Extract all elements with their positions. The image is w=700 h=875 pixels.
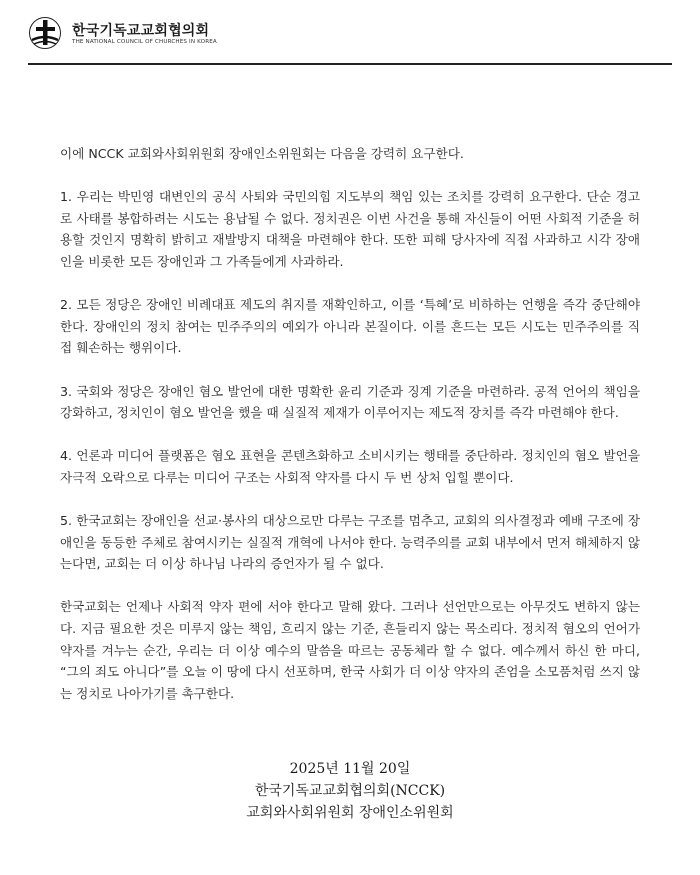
signature-block [0, 758, 700, 824]
demand-2-paragraph: 2. 모든 정당은 장애인 비례대표 제도의 취지를 재확인하고, 이를 ‘특혜’로 비하하는 언행을 즉각 중단해야 한다. 장애인의 정치 참여는 민주주의의 예외가 아니라 본질이다. 이를 흔드는 모든 시도는 민주주의를 직접 훼손하는 행위이다. [60, 297, 640, 356]
demand-4-paragraph: 4. 언론과 미디어 플랫폼은 혐오 표현을 콘텐츠화하고 소비시키는 행태를 중단하라. 정치인의 혐오 발언을 자극적 오락으로 다루는 미디어 구조는 사회적 약자를 다시 두 번 상처 입힐 뿐이다. [60, 448, 640, 485]
header-divider [28, 63, 672, 65]
demand-5-paragraph: 5. 한국교회는 장애인을 선교·봉사의 대상으로만 다루는 구조를 멈추고, 교회의 의사결정과 예배 구조에 장애인을 동등한 주체로 참여시키는 실질적 개혁에 나서야 한다. 능력주의를 교회 내부에서 먼저 해체하지 않는다면, 교회는 더 이상 하나님 나라의 증언자가 될 수 없다. [60, 513, 640, 572]
org-name-english: THE NATIONAL COUNCIL OF CHURCHES IN KOREA [72, 39, 217, 45]
closing-paragraph: 한국교회는 언제나 사회적 약자 편에 서야 한다고 말해 왔다. 그러나 선언만으로는 아무것도 변하지 않는다. 지금 필요한 것은 미루지 않는 책임, 흐리지 않는 기준, 흔들리지 않는 목소리다. 정치적 혐오의 언어가 약자를 겨누는 순간, 우리는 더 이상 예수의 말씀을 따르는 공동체라 할 수 없다. 예수께서 하신 한 마디, “그의 죄도 아니다”를 오늘 이 땅에 다시 선포하며, 한국 사회가 더 이상 약자의 존엄을 소모품처럼 쓰지 않는 정치로 나아가기를 촉구한다. [60, 599, 640, 701]
demand-3-paragraph: 3. 국회와 정당은 장애인 혐오 발언에 대한 명확한 윤리 기준과 징계 기준을 마련하라. 공적 언어의 책임을 강화하고, 정치인이 혐오 발언을 했을 때 실질적 제재가 이루어지는 제도적 장치를 즉각 마련해야 한다. [60, 383, 640, 421]
demand-1-paragraph: 1. 우리는 박민영 대변인의 공식 사퇴와 국민의힘 지도부의 책임 있는 조치를 강력히 요구한다. 단순 경고로 사태를 봉합하려는 시도는 용납될 수 없다. 정치권은 이번 사건을 통해 자신들이 어떤 사회적 기준을 허용할 것인지 명확히 밝히고 재발방지 대책을 마련해야 한다. 또한 피해 당사자에 직접 사과하고 시각 장애인을 비롯한 모든 장애인과 그 가족들에게 사과하라. [60, 189, 640, 269]
org-name-korean: 한국기독교교회협의회 [72, 23, 210, 39]
letterhead [28, 16, 588, 52]
ncck-cross-logo-icon [28, 16, 62, 50]
statement-body [60, 143, 640, 726]
intro-paragraph: 이에 NCCK 교회와사회위원회 장애인소위원회는 다음을 강력히 요구한다. [60, 146, 464, 161]
signature-committee: 교회와사회위원회 장애인소위원회 [246, 805, 454, 821]
signature-organization: 한국기독교교회협의회(NCCK) [254, 783, 446, 799]
signature-date: 2025년 11월 20일 [289, 761, 411, 777]
